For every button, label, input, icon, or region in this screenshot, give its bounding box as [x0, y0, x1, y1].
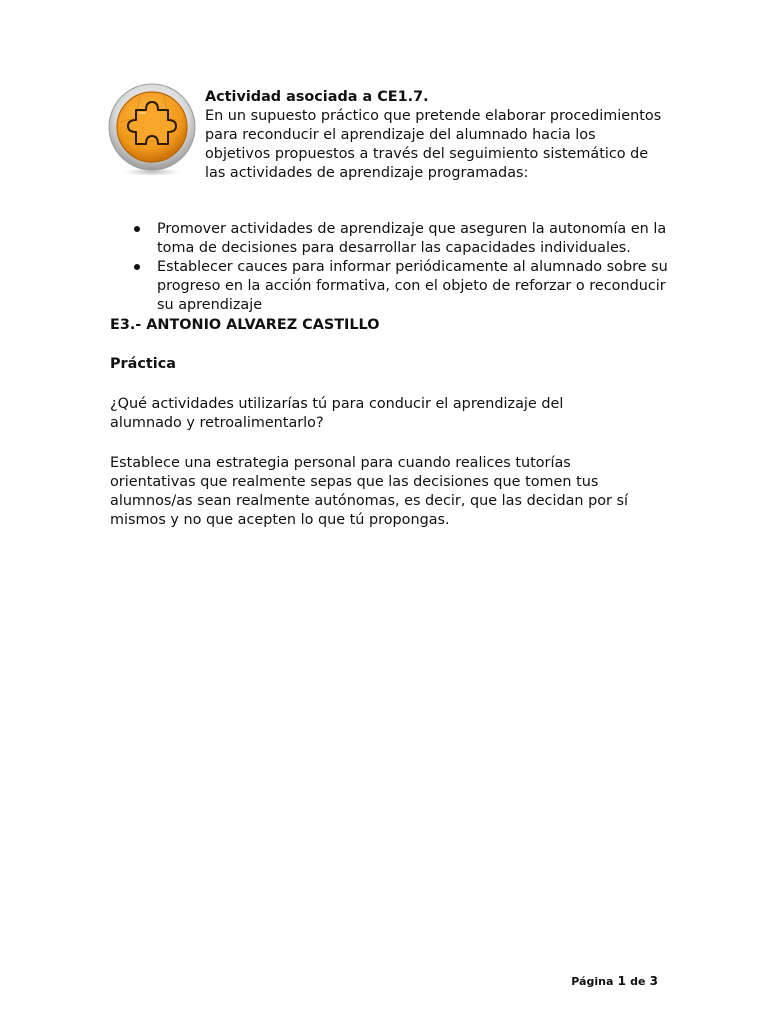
list-item	[110, 220, 670, 258]
author-heading: E3.- ANTONIO ALVAREZ CASTILLO	[110, 317, 380, 333]
practice-question: ¿Qué actividades utilizarías tú para conducir el aprendizaje del alumnado y retroalimentarlo?	[110, 396, 564, 431]
page-footer	[571, 973, 658, 990]
activity-block	[205, 88, 665, 183]
bullet-icon	[134, 226, 140, 232]
puzzle-piece-icon	[106, 82, 198, 178]
activity-description: En un supuesto práctico que pretende elaborar procedimientos para reconducir el aprendizaje del alumnado hacia los objetivos propuestos a través del seguimiento sistemático de las actividades de aprendizaje programadas:	[205, 108, 662, 181]
activity-title: Actividad asociada a CE1.7.	[205, 89, 429, 105]
page-of-label: de	[630, 975, 646, 988]
bullet-icon	[134, 264, 140, 270]
page-number: 1	[617, 974, 626, 988]
practice-title: Práctica	[110, 356, 176, 372]
objectives-list	[110, 220, 670, 315]
page-label: Página	[571, 975, 614, 988]
list-item	[110, 258, 670, 315]
list-item-text: Establecer cauces para informar periódicamente al alumnado sobre su progreso en la acción formativa, con el objeto de reforzar o reconducir su aprendizaje	[157, 259, 668, 313]
page-total: 3	[649, 974, 658, 988]
practice-strategy: Establece una estrategia personal para cuando realices tutorías orientativas que realmente sepas que las decisiones que tomen tus alumnos/as sean realmente autónomas, es decir, que las decidan por sí mismos y no que acepten lo que tú propongas.	[110, 455, 629, 528]
list-item-text: Promover actividades de aprendizaje que aseguren la autonomía en la toma de decisiones para desarrollar las capacidades individuales.	[157, 221, 667, 256]
